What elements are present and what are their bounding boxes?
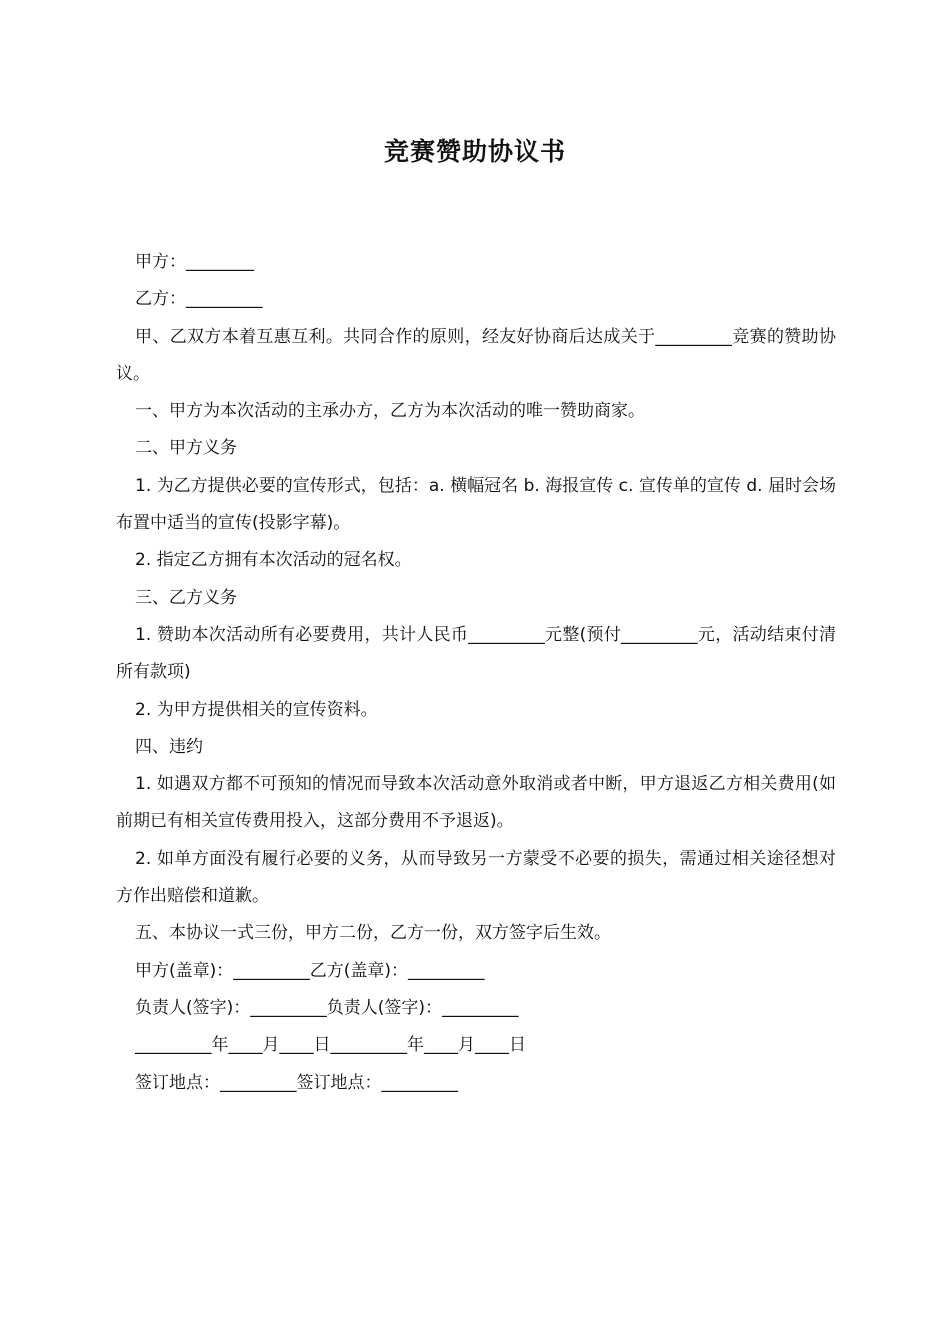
breach-clause-1: 1. 如遇双方都不可预知的情况而导致本次活动意外取消或者中断，甲方退返乙方相关费用(如前期已有相关宣传费用投入，这部分费用不予退返)。 [116,774,836,832]
party-b-obligation-1: 1. 赞助本次活动所有必要费用，共计人民币_________元整(预付_________元，活动结束付清所有款项) [116,624,836,683]
clause-1: 一、甲方为本次活动的主承办方，乙方为本次活动的唯一赞助商家。 [135,401,645,422]
party-b-obligation-2: 2. 为甲方提供相关的宣传资料。 [135,699,378,720]
party-a-obligation-1: 1. 为乙方提供必要的宣传形式，包括：a. 横幅冠名 b. 海报宣传 c. 宣传单的宣传 d. 届时会场布置中适当的宣传(投影字幕)。 [116,475,836,534]
date-line: _________年____月____日_________年____月____日 [135,1035,526,1056]
document-body [116,244,836,1102]
party-a-obligation-2: 2. 指定乙方拥有本次活动的冠名权。 [135,550,412,571]
preamble-paragraph: 甲、乙双方本着互惠互利。共同合作的原则，经友好协商后达成关于_________竞赛的赞助协议。 [116,326,836,384]
signing-place-line: 签订地点：_________签订地点：_________ [135,1072,458,1093]
document-title: 竞赛赞助协议书 [383,137,566,166]
party-a-line: 甲方：________ [135,252,254,272]
section-heading-breach: 四、违约 [135,736,203,757]
section-heading-party-b-obligations: 三、乙方义务 [135,587,237,608]
clause-copies: 五、本协议一式三份，甲方二份，乙方一份，双方签字后生效。 [135,923,611,944]
section-heading-party-a-obligations: 二、甲方义务 [135,438,237,459]
breach-clause-2: 2. 如单方面没有履行必要的义务，从而导致另一方蒙受不必要的损失，需通过相关途径想对方作出赔偿和道歉。 [116,848,836,907]
party-b-line: 乙方：_________ [135,289,263,310]
signature-line: 负责人(签字)：_________负责人(签字)：_________ [135,997,519,1018]
seal-line: 甲方(盖章)：_________乙方(盖章)：_________ [135,960,485,981]
